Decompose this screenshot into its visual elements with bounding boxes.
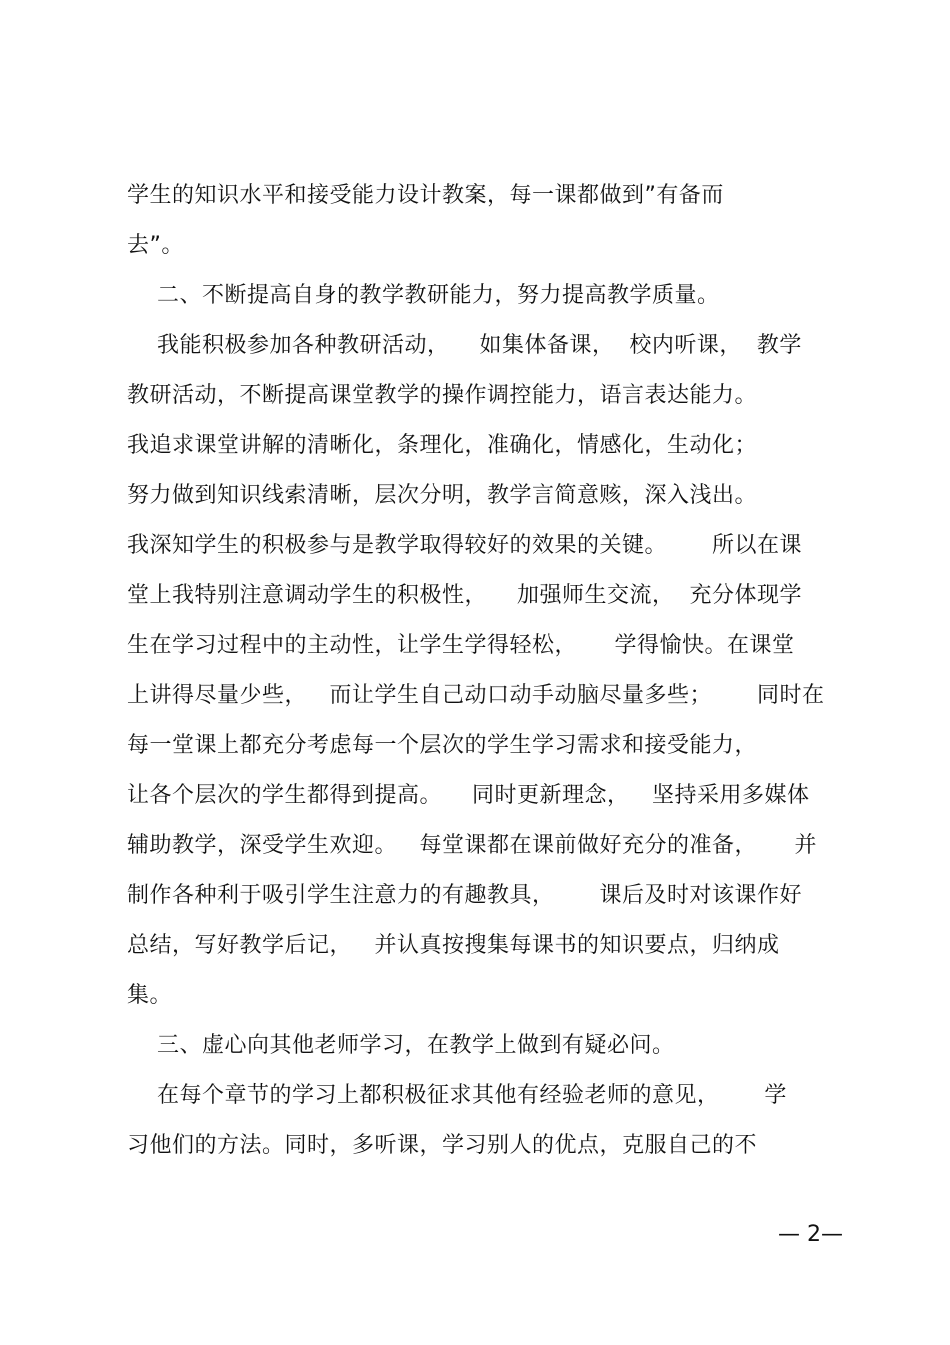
body-line: 生在学习过程中的主动性，让学生学得轻松， 学得愉快。在课堂 <box>127 633 795 658</box>
body-line: 堂上我特别注意调动学生的积极性， 加强师生交流， 充分体现学 <box>127 583 802 608</box>
body-line: 我追求课堂讲解的清晰化，条理化，准确化，情感化，生动化； <box>127 433 758 458</box>
body-line: 习他们的方法。同时，多听课，学习别人的优点，克服自己的不 <box>127 1133 758 1158</box>
page-number: — 2— <box>778 1222 843 1247</box>
body-line: 上讲得尽量少些， 而让学生自己动口动手动脑尽量多些； 同时在 <box>127 683 825 708</box>
body-line: 让各个层次的学生都得到提高。 同时更新理念， 坚持采用多媒体 <box>127 783 810 808</box>
body-line: 我深知学生的积极参与是教学取得较好的效果的关键。 所以在课 <box>127 533 802 558</box>
body-line: 去”。 <box>127 233 184 258</box>
body-line: 我能积极参加各种教研活动， 如集体备课， 校内听课， 教学 <box>127 333 802 358</box>
body-line: 在每个章节的学习上都积极征求其他有经验老师的意见， 学 <box>127 1083 787 1108</box>
body-line: 学生的知识水平和接受能力设计教案，每一课都做到”有备而 <box>127 183 724 208</box>
section-heading: 三、虚心向其他老师学习，在教学上做到有疑必问。 <box>127 1033 675 1058</box>
section-heading: 二、不断提高自身的教学教研能力，努力提高教学质量。 <box>127 283 720 308</box>
body-line: 制作各种利于吸引学生注意力的有趣教具， 课后及时对该课作好 <box>127 883 802 908</box>
body-line: 每一堂课上都充分考虑每一个层次的学生学习需求和接受能力， <box>127 733 758 758</box>
body-line: 努力做到知识线索清晰，层次分明，教学言简意赅，深入浅出。 <box>127 483 758 508</box>
body-line: 总结，写好教学后记， 并认真按搜集每课书的知识要点，归纳成 <box>127 933 780 958</box>
body-line: 教研活动，不断提高课堂教学的操作调控能力，语言表达能力。 <box>127 383 758 408</box>
body-line: 集。 <box>127 983 173 1008</box>
body-line: 辅助教学，深受学生欢迎。 每堂课都在课前做好充分的准备， 并 <box>127 833 817 858</box>
